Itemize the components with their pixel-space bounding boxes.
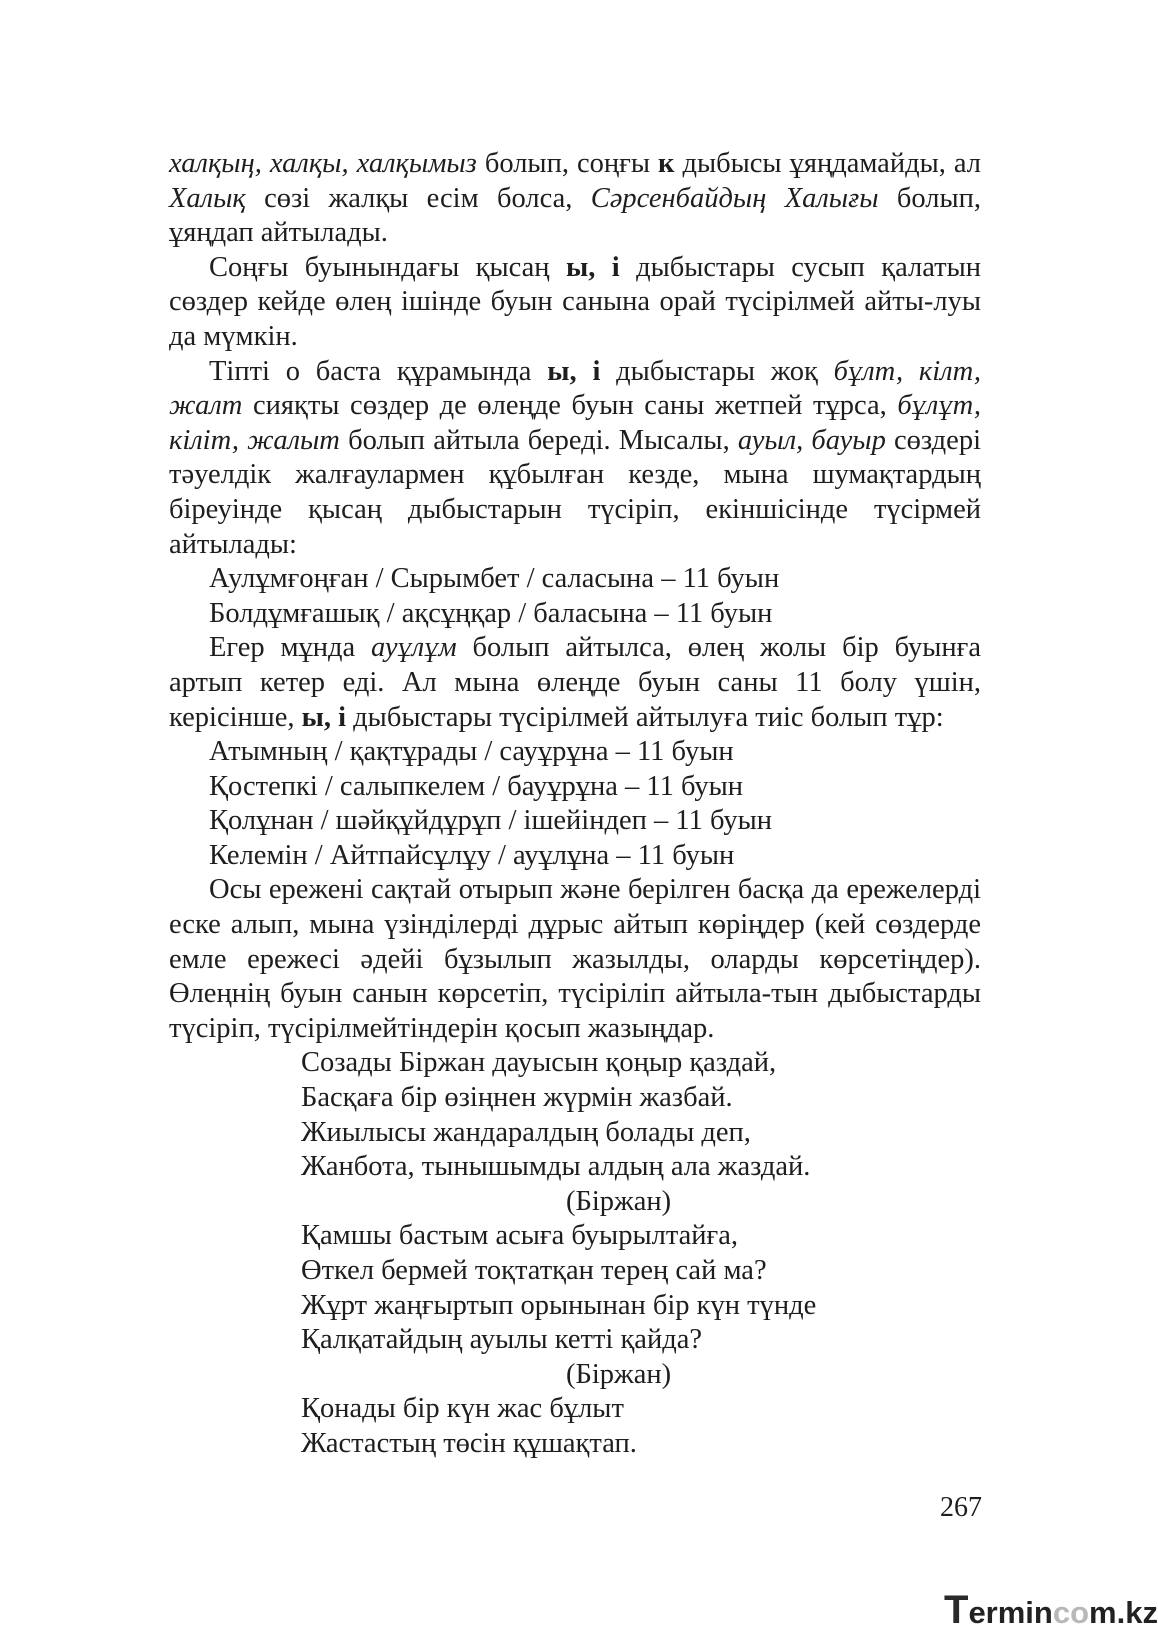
example-line: Қостепкі / салыпкелем / бауұрұна – 11 буын: [209, 770, 744, 802]
poem-source: (Біржан): [566, 1358, 672, 1390]
poem-3: [169, 1392, 981, 1461]
example-line: Аулұмғоңған / Сырымбет / саласына – 11 буын: [209, 563, 780, 595]
poem-line: Созады Біржан дауысын қоңыр қаздай,: [301, 1047, 777, 1079]
poem-line: Басқаға бір өзіңнен жүрмін жазбай.: [301, 1082, 733, 1114]
poem-line: Жанбота, тынышымды алдың ала жаздай.: [301, 1151, 811, 1183]
poem-line: Қамшы бастым асыға буырылтайға,: [301, 1220, 738, 1252]
page-number: 267: [940, 1492, 982, 1523]
page-body: [169, 147, 981, 1462]
poem-2: [169, 1219, 981, 1392]
paragraph-3: Тіпті о баста құрамында ы, і дыбыстары жоқ бұлт, кілт, жалт сияқты сөздер де өлеңде буын саны жетпей тұрса, бұлұт, кіліт, жалыт болып айтыла береді. Мысалы, ауыл, бауыр сөздері тәуелдік жалғаулармен құбылған кезде, мына шумақтардың біреуінде қысаң дыбыстарын түсіріп, екіншісінде түсірмей айтылады:: [169, 355, 981, 560]
paragraph-1: халқың, халқы, халқымыз болып, соңғы к дыбысы ұяңдамайды, ал Халық сөзі жалқы есім болса, Сәрсенбайдың Халығы болып, ұяңдап айтылады.: [169, 148, 982, 249]
poem-line: Қалқатайдың ауылы кетті қайда?: [301, 1324, 703, 1356]
example-line: Болдұмғашық / ақсұңқар / баласына – 11 буын: [209, 597, 773, 629]
poem-line: Жиылысы жандаралдың болады деп,: [301, 1116, 751, 1148]
poem-line: Қонады бір күн жас бұлыт: [301, 1393, 624, 1425]
poem-line: Өткел бермей тоқтатқан терең сай ма?: [301, 1255, 767, 1286]
paragraph-5: Осы ережені сақтай отырып және берілген басқа да ережелерді еске алып, мына үзінділерді дұрыс айтып көріңдер (кей сөздерде емле ережесі әдейі бұзылып жазылды, оларды көрсетіңдер). Өлеңнің буын санын көрсетіп, түсіріліп айтыла-тын дыбыстарды түсіріп, түсірілмейтіндерін қосып жазыңдар.: [169, 874, 981, 1044]
example-line: Қолұнан / шәйқұйдұрұп / ішейіндеп – 11 буын: [209, 805, 773, 837]
poem-1: [169, 1046, 981, 1219]
poem-line: Жастастың төсін құшақтап.: [301, 1427, 637, 1459]
paragraph-4: Егер мұнда ауұлұм болып айтылса, өлең жолы бір буынға артып кетер еді. Ал мына өлеңде буын саны 11 болу үшін, керісінше, ы, і дыбыстары түсірілмей айтылуға тиіс болып тұр:: [169, 632, 981, 733]
example-line: Атымның / қақтұрады / сауұрұна – 11 буын: [209, 736, 734, 768]
watermark-logo: Termincom.kz: [944, 1588, 1158, 1632]
poem-source: (Біржан): [566, 1185, 672, 1217]
example-line: Келемін / Айтпайсұлұу / ауұлұна – 11 буын: [209, 839, 735, 871]
paragraph-2: Соңғы буынындағы қысаң ы, і дыбыстары сусып қалатын сөздер кейде өлең ішінде буын санына орай түсірілмей айты-луы да мүмкін.: [169, 251, 982, 352]
poem-line: Жұрт жаңғыртып орынынан бір күн түнде: [301, 1289, 817, 1321]
